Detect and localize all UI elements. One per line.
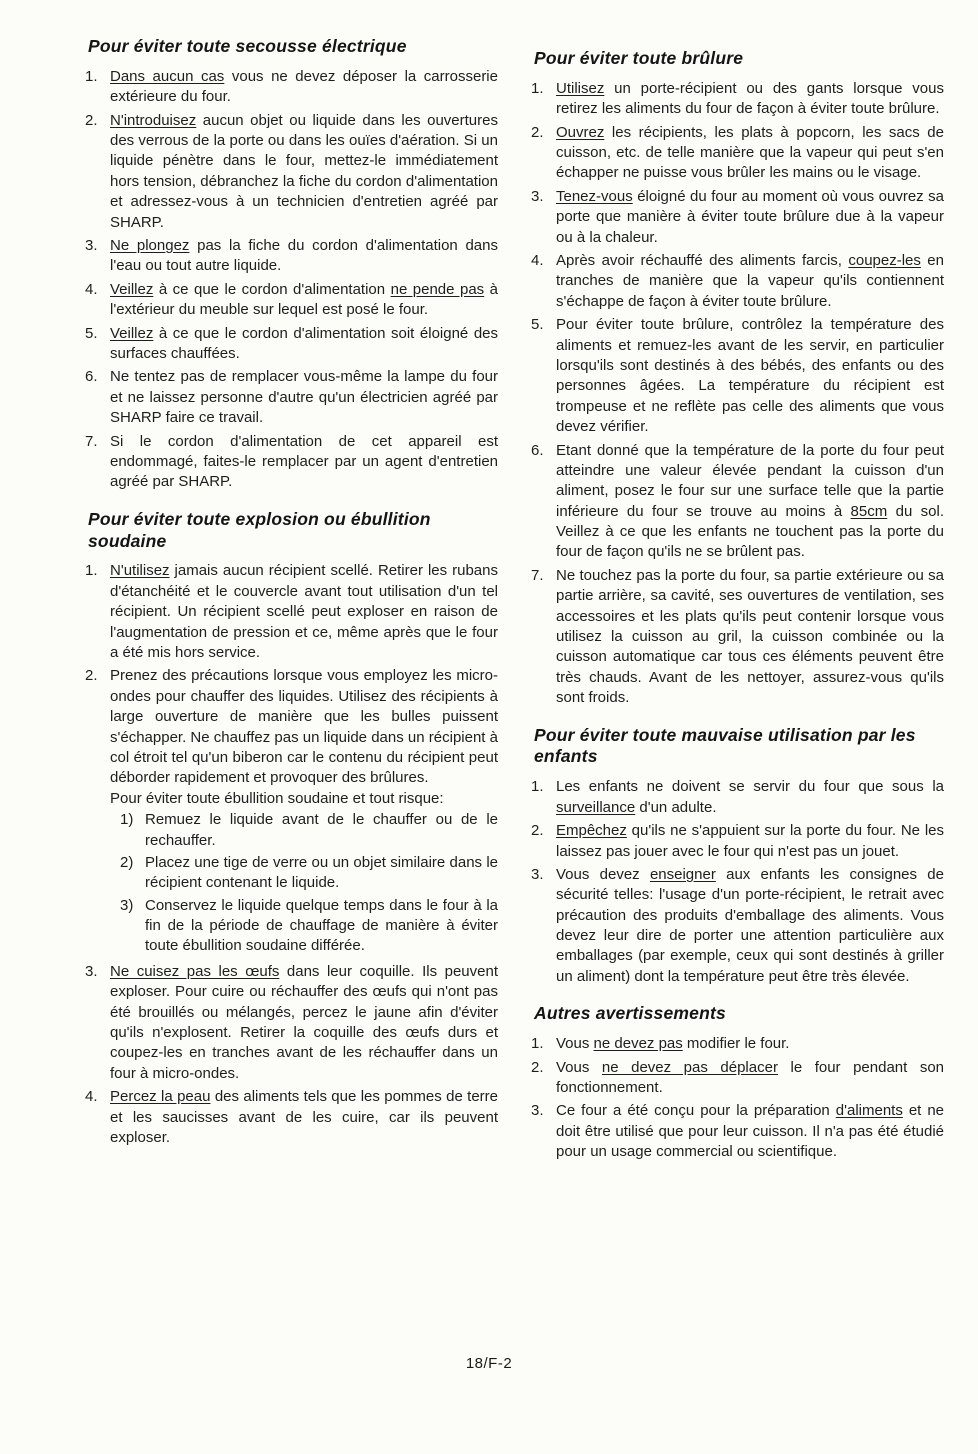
sub-intro: Pour éviter toute ébullition soudaine et tout risque: xyxy=(110,789,444,807)
paragraph: Veillez à ce que le cordon d'alimentation soit éloigné des surfaces chauffées. xyxy=(110,324,498,362)
item-text xyxy=(556,1101,944,1162)
paragraph: Ne cuisez pas les œufs dans leur coquille. Ils peuvent exploser. Pour cuire ou réchauffer des œufs qui n'ont pas été brouillés ou mélangés, percez le jaune afin d'éviter qu'ils n'explosent. Retirer la coquille des œufs durs et coupez-les en tranches avant de les réchauffer dans un four à micro-ondes. xyxy=(110,962,499,1082)
list-item xyxy=(528,821,944,862)
paragraph: Les enfants ne doivent se servir du four que sous la surveillance d'un adulte. xyxy=(556,778,944,816)
item-number: 4. xyxy=(531,252,544,269)
item-text xyxy=(110,67,498,108)
section xyxy=(82,36,498,493)
paragraph: Vous ne devez pas déplacer le four pendant son fonctionnement. xyxy=(556,1058,945,1096)
item-number: 7. xyxy=(531,566,544,584)
left-column xyxy=(82,36,498,1165)
section xyxy=(528,725,944,988)
section-heading: Pour éviter toute explosion ou ébullition soudaine xyxy=(88,508,431,551)
list-item xyxy=(528,251,944,312)
item-text xyxy=(556,187,944,248)
section-heading: Pour éviter toute secousse électrique xyxy=(88,36,407,56)
list-item xyxy=(82,962,498,1084)
paragraph: Vous ne devez pas modifier le four. xyxy=(556,1035,790,1053)
item-number: 7. xyxy=(85,432,98,450)
item-number: 6. xyxy=(531,441,544,459)
right-column xyxy=(528,36,944,1165)
paragraph: Prenez des précautions lorsque vous employez les micro-ondes pour chauffer des liquides. Utilisez des récipients à large ouverture de manière que les bulles puissent s'échapper. Ne chauffez pas un liquide dans un récipient à col étroit tel qu'un biberon car le contenu du récipient peut déborder rapidement et provoquer des brûlures. xyxy=(110,667,498,787)
item-text xyxy=(556,441,944,563)
paragraph: Pour éviter toute brûlure, contrôlez la température des aliments et remuez-les avant de les servir, en particulier lorsqu'ils sont destinés à des bébés, des enfants ou des personnes âgées. La température du récipient est trompeuse et ne reflète pas celle des aliments que vous devez vérifier. xyxy=(556,316,944,436)
item-text xyxy=(110,1087,498,1148)
item-text xyxy=(556,566,944,709)
numbered-list xyxy=(82,561,498,1148)
item-number: 1. xyxy=(85,67,98,85)
list-item xyxy=(528,315,944,437)
list-item xyxy=(82,432,498,493)
paragraph: N'introduisez aucun objet ou liquide dans les ouvertures des verrous de la porte ou dans les ouïes d'aération. Si un liquide pénètre dans le four, mettez-le immédiatement hors tension, débranchez la fiche du cordon d'alimentation et adressez-vous à un technicien d'entretien agréé par SHARP. xyxy=(110,111,498,231)
paragraph: Dans aucun cas vous ne devez déposer la carrosserie extérieure du four. xyxy=(110,67,498,106)
item-number: 1. xyxy=(531,778,544,796)
paragraph: Empêchez qu'ils ne s'appuient sur la porte du four. Ne les laissez pas jouer avec le four qui n'est pas un jouet. xyxy=(556,822,944,860)
list-item xyxy=(82,67,498,108)
sub-item-text: Remuez le liquide avant de le chauffer ou de le rechauffer. xyxy=(145,811,498,849)
section-heading: Pour éviter toute mauvaise utilisation par les enfants xyxy=(534,724,916,767)
numbered-list xyxy=(528,1034,944,1162)
list-item xyxy=(82,280,498,321)
sub-item-number: 3) xyxy=(120,896,134,914)
item-text xyxy=(110,666,498,958)
paragraph: Ouvrez les récipients, les plats à popcorn, les sacs de cuisson, etc. de telle manière que la vapeur qui peut s'en échapper ne puisse vous brûler les mains ou le visage. xyxy=(556,123,944,182)
item-number: 2. xyxy=(531,123,544,141)
item-number: 1. xyxy=(531,1035,544,1053)
item-text xyxy=(110,367,498,428)
paragraph: Tenez-vous éloigné du four au moment où vous ouvrez sa porte que manière à éviter toute brûlure due à la vapeur ou à la chaleur. xyxy=(556,187,944,246)
paragraph: Ne plongez pas la fiche du cordon d'alimentation dans l'eau ou tout autre liquide. xyxy=(110,237,498,275)
list-item xyxy=(528,1058,944,1099)
section xyxy=(82,509,498,1149)
sub-item-number: 1) xyxy=(120,811,134,829)
item-text xyxy=(556,315,944,437)
sub-item-number: 2) xyxy=(120,853,134,871)
list-item xyxy=(82,324,498,365)
item-number: 3. xyxy=(85,962,98,980)
item-number: 3. xyxy=(531,1102,544,1120)
sub-list-item xyxy=(120,853,498,894)
item-number: 6. xyxy=(85,368,98,386)
numbered-list xyxy=(528,777,944,987)
paragraph: Utilisez un porte-récipient ou des gants lorsque vous retirez les aliments du four de façon à éviter toute brûlure. xyxy=(556,79,944,118)
list-item xyxy=(82,666,498,958)
section-heading: Pour éviter toute brûlure xyxy=(534,48,744,68)
list-item xyxy=(528,187,944,248)
page-footer: 18/F-2 xyxy=(465,1354,513,1372)
sub-list xyxy=(120,810,498,957)
item-text xyxy=(110,561,498,663)
item-number: 4. xyxy=(85,280,98,298)
item-number: 5. xyxy=(85,324,98,342)
list-item xyxy=(528,1101,944,1162)
item-text xyxy=(110,432,498,493)
list-item xyxy=(82,236,498,277)
paragraph: Etant donné que la température de la porte du four peut atteindre une valeur élevée pendant la cuisson d'un aliment, posez le four sur une surface telle que la partie inférieure du four se trouve au moins à 85cm du sol. Veillez à ce que les enfants ne touchent pas la porte du four de façon qu'ils ne se brûlent pas. xyxy=(556,441,944,561)
item-text xyxy=(556,1058,944,1099)
item-number: 2. xyxy=(85,667,98,685)
list-item xyxy=(528,566,944,709)
paragraph: Veillez à ce que le cordon d'alimentation ne pende pas à l'extérieur du meuble sur lequel est posé le four. xyxy=(110,280,499,319)
item-number: 4. xyxy=(85,1088,98,1106)
item-text xyxy=(110,236,498,277)
item-text xyxy=(556,79,944,120)
paragraph: N'utilisez jamais aucun récipient scellé. Retirer les rubans d'étanchéité et le couvercle avant tout utilisation d'un tel récipient. Un récipient scellé peut exploser en raison de l'augmentation de pression et ce, même après que le four a été mis hors service. xyxy=(110,562,498,661)
item-number: 1. xyxy=(85,562,98,580)
numbered-list xyxy=(528,79,944,709)
item-number: 3. xyxy=(531,865,544,883)
list-item xyxy=(528,777,944,818)
list-item xyxy=(82,561,498,663)
item-text xyxy=(556,251,944,312)
sub-list-item xyxy=(120,810,498,851)
item-number: 1. xyxy=(531,79,544,97)
section-heading: Autres avertissements xyxy=(534,1003,726,1024)
paragraph: Percez la peau des aliments tels que les pommes de terre et les saucisses avant de les cuire, car ils peuvent exploser. xyxy=(110,1088,498,1146)
item-number: 3. xyxy=(531,187,544,205)
paragraph: Vous devez enseigner aux enfants les consignes de sécurité telles: l'usage d'un porte-récipient, le retrait avec précaution des produits d'emballage des aliments. Vous devez leur dire de porter une attention particulière aux emballages (par exemple, ceux qui sont destinés à griller un aliment) dont la température peut être très élevée. xyxy=(556,865,944,985)
item-number: 2. xyxy=(531,1058,544,1076)
section xyxy=(528,1003,944,1162)
item-number: 2. xyxy=(531,822,544,840)
item-number: 2. xyxy=(85,111,98,129)
item-text xyxy=(556,123,944,184)
paragraph: Ce four a été conçu pour la préparation d'aliments et ne doit être utilisé que pour leur cuisson. Il n'a pas été étudié pour un usage commercial ou scientifique. xyxy=(556,1102,945,1161)
item-text xyxy=(110,111,498,233)
item-text xyxy=(110,324,498,365)
list-item xyxy=(82,367,498,428)
section xyxy=(528,48,944,709)
item-text xyxy=(556,821,944,862)
item-text xyxy=(556,865,944,987)
paragraph: Ne tentez pas de remplacer vous-même la lampe du four et ne laissez personne d'autre qu'un électricien agréé par SHARP faire ce travail. xyxy=(110,368,498,427)
sub-item-text: Conservez le liquide quelque temps dans le four à la fin de la période de chauffage de manière à éviter toute ébullition soudaine différée. xyxy=(145,896,498,955)
item-text xyxy=(110,280,498,321)
list-item xyxy=(82,111,498,233)
item-text xyxy=(556,777,944,818)
list-item xyxy=(82,1087,498,1148)
item-number: 5. xyxy=(531,316,544,334)
sub-item-text: Placez une tige de verre ou un objet similaire dans le récipient contenant le liquide. xyxy=(145,853,498,892)
list-item xyxy=(528,1034,944,1054)
item-text xyxy=(110,962,498,1084)
list-item xyxy=(528,865,944,987)
numbered-list xyxy=(82,67,498,493)
item-text xyxy=(556,1034,944,1054)
list-item xyxy=(528,123,944,184)
paragraph: Si le cordon d'alimentation de cet appareil est endommagé, faites-le remplacer par un agent d'entretien agréé par SHARP. xyxy=(110,432,498,491)
paragraph: Ne touchez pas la porte du four, sa partie extérieure ou sa partie arrière, sa cavité, ses ouvertures de ventilation, ses accessoires et les plats qu'ils peut contenir lorsque vous utilisez la cuisson au gril, la cuisson combinée ou la cuisson automatique car tous ces éléments peuvent être très chauds. Avant de les nettoyer, assurez-vous qu'ils sont froids. xyxy=(556,566,944,707)
paragraph: Après avoir réchauffé des aliments farcis, coupez-les en tranches de manière que la vapeur qu'ils contiennent s'échappe de façon à éviter toute brûlure. xyxy=(556,252,944,310)
list-item xyxy=(528,79,944,120)
list-item xyxy=(528,441,944,563)
sub-list-item xyxy=(120,896,498,957)
item-number: 3. xyxy=(85,237,98,254)
